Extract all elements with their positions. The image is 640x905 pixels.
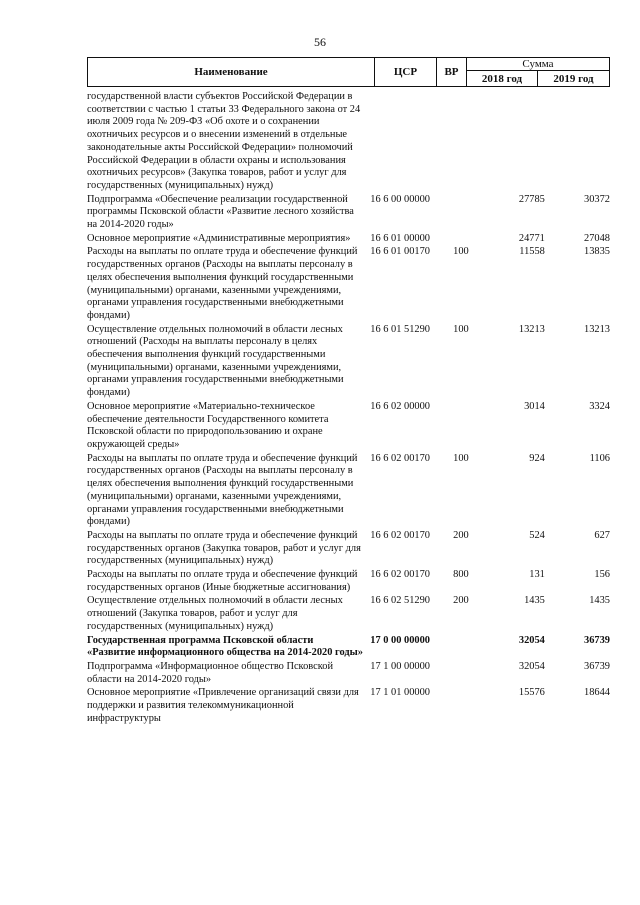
row-sum-2018: 13213 (518, 323, 545, 335)
row-sum-2018: 524 (529, 529, 545, 541)
row-name: Государственная программа Псковской области «Развитие информационного общества на 2014-2020 годы» (87, 634, 363, 659)
header-sum: Сумма (467, 58, 609, 71)
row-sum-2018: 32054 (518, 634, 545, 646)
row-sum-2019: 13835 (584, 246, 610, 258)
table-row (87, 324, 610, 400)
row-sum-2018: 27785 (518, 193, 545, 205)
row-sum-2019: 18644 (584, 687, 610, 699)
row-sum-2019: 30372 (584, 193, 610, 205)
header-year-2019: 2019 год (553, 72, 594, 85)
row-name: Основное мероприятие «Административные мероприятия» (87, 232, 351, 244)
table-row (87, 246, 610, 322)
table-row (87, 401, 610, 452)
header-name: Наименование (88, 58, 375, 86)
row-sum-2019: 156 (594, 569, 610, 581)
row-vr: 800 (453, 569, 469, 581)
row-csr: 17 1 00 00000 (370, 660, 430, 672)
row-name: государственной власти субъектов Российской Федерации в соответствии с частью 1 статьи 33 Федерального закона от 24 июля 2009 года № 209-ФЗ «Об охоте и о сохранении охотничьих ресурсов и о внесении изменений в отдельные законодательные акты Российской Федерации» полномочий Российской Федерации в области охраны и использования охотничьих ресурсов» (Закупка товаров, работ и услуг для государственных (муниципальных) нужд) (87, 91, 361, 191)
row-sum-2018: 24771 (518, 232, 545, 244)
row-vr (453, 687, 483, 725)
table-row (87, 661, 610, 686)
row-vr (453, 91, 483, 193)
row-name: Подпрограмма «Информационное общество Псковской области на 2014-2020 годы» (87, 660, 334, 685)
row-csr: 16 6 02 51290 (370, 595, 430, 607)
row-vr (453, 635, 483, 660)
row-sum-2019: 3324 (589, 400, 610, 412)
row-csr: 16 6 02 00170 (370, 452, 430, 464)
header-vr: ВР (437, 58, 467, 86)
row-sum-2018: 32054 (518, 660, 545, 672)
table-row (87, 91, 610, 193)
table-row (87, 595, 610, 633)
row-csr: 17 1 01 00000 (370, 687, 430, 699)
row-sum-2018 (483, 91, 545, 193)
row-sum-2019: 627 (594, 529, 610, 541)
row-sum-2019: 36739 (584, 660, 610, 672)
row-vr: 200 (453, 529, 469, 541)
row-csr: 16 6 00 00000 (370, 193, 430, 205)
row-csr: 17 0 00 00000 (370, 634, 430, 646)
row-name: Осуществление отдельных полномочий в области лесных отношений (Расходы на выплаты персоналу в целях обеспечения выполнения функций государственными (муниципальными) органами, казенными учреждениями, органами управления государственными внебюджетными фондами) (87, 323, 344, 399)
row-csr: 16 6 01 00170 (370, 246, 430, 258)
row-sum-2018: 924 (529, 452, 545, 464)
row-vr: 100 (453, 323, 469, 335)
table-header (87, 57, 610, 87)
row-name: Расходы на выплаты по оплате труда и обеспечение функций государственных органов (Иные бюджетные ассигнования) (87, 569, 358, 593)
table-row (87, 194, 610, 232)
row-name: Осуществление отдельных полномочий в области лесных отношений (Закупка товаров, работ и услуг для государственных (муниципальных) нужд) (87, 595, 343, 632)
row-sum-2019: 1106 (589, 452, 610, 464)
table-row (87, 233, 610, 246)
row-name: Основное мероприятие «Материально-техническое обеспечение деятельности Государственного комитета Псковской области по природопользованию и охране окружающей среды» (87, 400, 329, 450)
table-row (87, 635, 610, 660)
row-vr (453, 401, 483, 452)
row-sum-2018: 131 (529, 569, 545, 581)
row-name: Подпрограмма «Обеспечение реализации государственной программы Псковской области «Развитие лесного хозяйства на 2014-2020 годы» (87, 193, 354, 231)
row-csr (370, 91, 453, 193)
row-vr (453, 194, 483, 232)
row-vr: 200 (453, 595, 469, 607)
row-csr: 16 6 01 51290 (370, 323, 430, 335)
header-year-2018: 2018 год (467, 71, 538, 86)
row-vr: 100 (453, 246, 469, 258)
row-name: Основное мероприятие «Привлечение организаций связи для поддержки и развития телекоммуникационной инфраструктуры (87, 687, 359, 724)
row-sum-2018: 11558 (519, 246, 545, 258)
row-sum-2019: 13213 (584, 323, 610, 335)
row-csr: 16 6 02 00000 (370, 400, 430, 412)
row-sum-2019: 1435 (589, 595, 610, 607)
row-sum-2018: 3014 (524, 400, 545, 412)
header-csr: ЦСР (375, 58, 437, 86)
row-sum-2019 (545, 91, 610, 193)
row-sum-2019: 27048 (584, 232, 610, 244)
table-row (87, 530, 610, 568)
row-csr: 16 6 02 00170 (370, 569, 430, 581)
page-number: 56 (314, 35, 326, 49)
row-vr: 100 (453, 452, 469, 464)
row-vr (453, 661, 483, 686)
row-sum-2018: 1435 (524, 595, 545, 607)
table-body (87, 91, 610, 726)
table-row (87, 453, 610, 529)
row-csr: 16 6 02 00170 (370, 529, 430, 541)
table-row (87, 687, 610, 725)
row-name: Расходы на выплаты по оплате труда и обеспечение функций государственных органов (Расходы на выплаты персоналу в целях обеспечения выполнения функций государственными (муниципальными) органами, казенными учреждениями, органами управления государственными внебюджетными фондами) (87, 246, 358, 321)
row-sum-2018: 15576 (518, 687, 545, 699)
table-row (87, 569, 610, 594)
row-csr: 16 6 01 00000 (370, 232, 430, 244)
row-name: Расходы на выплаты по оплате труда и обеспечение функций государственных органов (Расходы на выплаты персоналу в целях обеспечения выполнения функций государственными (муниципальными) органами, казенными учреждениями, органами управления государственными внебюджетными фондами) (87, 452, 358, 528)
row-name: Расходы на выплаты по оплате труда и обеспечение функций государственных органов (Закупка товаров, работ и услуг для государственных (муниципальных) нужд) (87, 529, 361, 567)
row-vr (453, 233, 483, 246)
row-sum-2019: 36739 (584, 634, 610, 646)
